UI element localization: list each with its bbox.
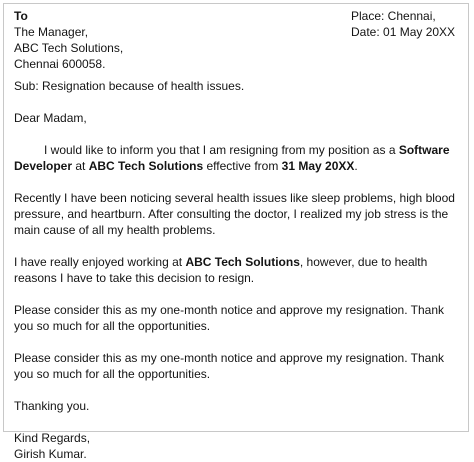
- recipient-address: [14, 8, 123, 72]
- paragraph-intent-text-a: I would like to inform you that I am resigning from my position as a: [44, 143, 399, 157]
- paragraph-intent-text-d: .: [354, 159, 358, 173]
- job-role: Software Developer: [14, 143, 450, 173]
- paragraph-notice-repeat: Please consider this as my one-month notice and approve my resignation. Thank you so much for all the opportunities.: [14, 351, 445, 381]
- recipient-city: Chennai 600058.: [14, 57, 106, 71]
- regards-line: Kind Regards,: [14, 431, 91, 445]
- date-line: Date: 01 May 20XX: [351, 25, 456, 39]
- salutation: Dear Madam,: [14, 111, 87, 125]
- letter-header: [14, 8, 464, 72]
- signature-block: [14, 430, 464, 462]
- paragraph-gratitude-text-a: I have really enjoyed working at: [14, 255, 186, 269]
- thanks-line: Thanking you.: [14, 399, 90, 413]
- place-line: Place: Chennai,: [351, 9, 436, 23]
- paragraph-intent-text-b: at: [72, 159, 89, 173]
- paragraph-gratitude: [14, 254, 462, 286]
- paragraph-notice: Please consider this as my one-month notice and approve my resignation. Thank you so much for all the opportunities.: [14, 303, 445, 333]
- subject-line: Sub: Resignation because of health issues.: [14, 79, 245, 93]
- paragraph-intent: [14, 142, 462, 174]
- recipient-title: The Manager,: [14, 25, 89, 39]
- place-date-block: [351, 8, 455, 40]
- company-name-2: ABC Tech Solutions: [185, 255, 300, 269]
- company-name: ABC Tech Solutions: [88, 159, 204, 173]
- effective-date: 31 May 20XX: [281, 159, 355, 173]
- paragraph-gratitude-text-b: , however, due to health reasons I have to take this decision to resign.: [14, 255, 428, 285]
- paragraph-intent-text-c: effective from: [203, 159, 282, 173]
- paragraph-reason: Recently I have been noticing several health issues like sleep problems, high blood pressure, and heartburn. After consulting the doctor, I realized my job stress is the main cause of all my health problems.: [14, 191, 455, 237]
- resignation-letter: [14, 8, 464, 462]
- sender-name: Girish Kumar.: [14, 447, 87, 461]
- recipient-company: ABC Tech Solutions,: [14, 41, 124, 55]
- to-label: To: [14, 9, 28, 23]
